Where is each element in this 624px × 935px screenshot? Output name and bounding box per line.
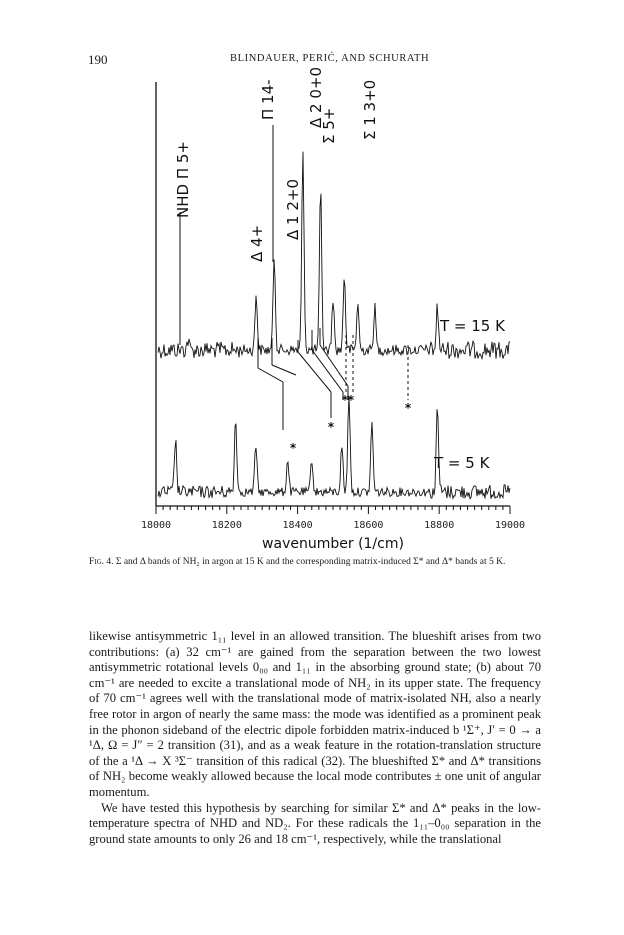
- x-tick-label: 18000: [140, 520, 172, 531]
- x-tick-label: 19000: [494, 520, 526, 531]
- x-axis-ticks: [156, 506, 510, 514]
- peak-label-nhd-pi5: NHD Π 5+: [174, 141, 192, 218]
- peak-label-pi14: Π 14-: [259, 79, 277, 120]
- peak-label-delta-120: Δ 1 2+0: [284, 179, 302, 240]
- asterisk-mark-5: *: [404, 401, 412, 415]
- connector-a-diag: [258, 368, 283, 382]
- series-line-5k: [158, 396, 510, 499]
- caption-label: Fig. 4.: [89, 557, 114, 567]
- asterisk-mark-2: *: [327, 420, 335, 434]
- running-head: BLINDAUER, PERIĆ, AND SCHURATH: [230, 53, 430, 64]
- temperature-label-5k: T = 5 K: [434, 454, 490, 472]
- asterisk-mark-4: *: [347, 393, 355, 407]
- x-tick-label: 18800: [424, 520, 455, 531]
- asterisk-mark-1: *: [289, 441, 297, 455]
- body-text: [89, 629, 541, 847]
- connector-b-diag: [272, 365, 296, 375]
- x-axis-label: wavenumber (1/cm): [262, 536, 404, 552]
- paragraph-1: likewise antisymmetric 1₁₁ level in an allowed transition. The blueshift arises from two contributions: (a) 32 cm⁻¹ are gained from the separation between the two lowest antisymmetric rotational levels 0₀₀ and 1₁₁ in the absorbing ground state; (b) about 70 cm⁻¹ are needed to excite a translational mode of NH₂ in its upper state. The frequency of 70 cm⁻¹ agrees well with the translational mode of matrix-isolated NH, also a nearly free rotor in argon of nearly the same mass: the mode was identified as a prominent peak in the phonon sideband of the electric dipole forbidden matrix-induced b ¹Σ⁺, J′ = 0 → a ¹Δ, Ω = J″ = 2 transition (31), and as a weak feature in the rotation-translation structure of the a ¹Δ → X ³Σ⁻ transition of this radical (32). The blueshifted Σ* and Δ* transitions of NH₂ become weakly allowed because the local mode contributes ± one unit of angular momentum.: [89, 629, 541, 799]
- peak-label-delta4: Δ 4+: [248, 224, 266, 262]
- x-tick-label: 18400: [282, 520, 313, 531]
- x-tick-label: 18200: [211, 520, 242, 531]
- plot-frame: [156, 79, 510, 506]
- peak-marker-lines: [180, 125, 348, 430]
- asterisk-mark-3: *: [341, 393, 349, 407]
- connector-c-diag: [298, 352, 331, 392]
- peak-label-sigma5: Σ 5+: [320, 107, 338, 144]
- caption-text: Σ and Δ bands of NH₂ in argon at 15 K and the corresponding matrix-induced Σ* and Δ* bands at 5 K.: [115, 557, 506, 567]
- x-axis-tick-labels: [141, 520, 525, 531]
- page-number: 190: [88, 52, 108, 67]
- temperature-label-15k: T = 15 K: [440, 317, 505, 335]
- x-tick-label: 18600: [353, 520, 384, 531]
- paragraph-2: We have tested this hypothesis by searching for similar Σ* and Δ* peaks in the low-temperature spectra of NHD and ND₂. For these radicals the 1₁₁–0₀₀ separation in the ground state amounts to only 26 and 18 cm⁻¹, respectively, while the translational: [89, 800, 541, 846]
- figure-caption: [89, 556, 541, 568]
- peak-label-delta-200: Δ 2 0+0: [307, 67, 325, 128]
- peak-label-sigma-130: Σ 1 3+0: [361, 79, 379, 140]
